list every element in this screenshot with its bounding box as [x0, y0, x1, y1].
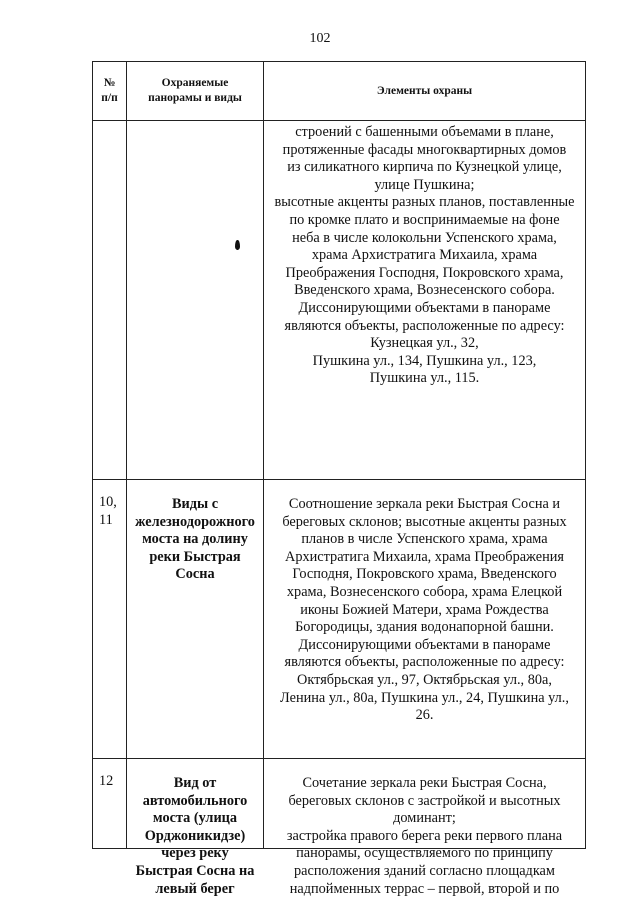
view-line: Орджоникидзе) [144, 827, 246, 844]
row-number: 10, [99, 494, 117, 510]
element-line: панорамы, осуществляемого по принципу [296, 845, 553, 862]
header-elements-line: Элементы охраны [376, 84, 473, 97]
header-number-line: № [103, 77, 116, 89]
page-number: 102 [309, 31, 331, 46]
header-views-line: панорамы и виды [148, 92, 242, 104]
view-line: моста на долину [142, 531, 248, 548]
element-line: Введенского храма, Вознесенского собора. [294, 282, 555, 299]
view-line: Сосна [175, 566, 215, 583]
element-line: Октябрьская ул., 97, Октябрьская ул., 80а, [297, 671, 552, 688]
element-line: улице Пушкина; [374, 176, 475, 193]
element-line: надпойменных террас – первой, второй и по [289, 880, 560, 897]
row-number-cell [93, 121, 127, 480]
element-line: Соотношение зеркала реки Быстрая Сосна и [288, 496, 561, 512]
element-line: неба в числе колокольни Успенского храма, [292, 229, 557, 246]
element-line: Пушкина ул., 134, Пушкина ул., 123, [312, 352, 537, 369]
table-row [93, 121, 586, 480]
row-elements-cell [264, 480, 586, 759]
element-line: планов в числе Успенского храма, храма [301, 531, 548, 548]
view-line: моста (улица [152, 810, 238, 827]
row-number-cell [93, 480, 127, 759]
element-line: протяженные фасады многоквартирных домов [282, 141, 567, 158]
element-line: Архистратига Михаила, храма Преображения [285, 548, 564, 565]
element-line: храма, Вознесенского собора, храма Елецкой [286, 583, 563, 600]
element-line: являются объекты, расположенные по адресу: [284, 317, 565, 334]
element-line: высотные акценты разных планов, поставленные [274, 194, 575, 211]
table-row [93, 480, 586, 759]
element-line: Господня, Покровского храма, Введенского [292, 566, 557, 583]
row-view-cell [127, 480, 264, 759]
header-elements [264, 62, 586, 121]
table-header-row [93, 62, 586, 121]
element-line: Пушкина ул., 115. [369, 370, 480, 387]
header-views-line: Охраняемые [161, 77, 229, 89]
element-line: из силикатного кирпича по Кузнецкой улице, [287, 159, 562, 176]
element-line: 26. [415, 707, 434, 724]
row-number: 12 [99, 773, 114, 789]
table-row [93, 759, 586, 849]
row-elements-cell [264, 759, 586, 897]
element-line: расположения зданий согласно площадкам [294, 862, 555, 879]
view-line: Виды с [171, 496, 219, 512]
element-line: доминант; [393, 810, 456, 827]
element-line: Сочетание зеркала реки Быстрая Сосна, [302, 775, 547, 791]
element-line: Диссонирующими объектами в панораме [298, 299, 551, 316]
element-line: Диссонирующими объектами в панораме [298, 636, 551, 653]
scan-speck-mark [235, 240, 240, 250]
view-line: Быстрая Сосна на [135, 862, 255, 879]
view-line: левый берег [155, 880, 235, 897]
view-line: реки Быстрая [149, 548, 241, 565]
element-line: застройка правого берега реки первого плана [286, 827, 563, 844]
row-number: 11 [99, 511, 113, 528]
protected-views-table [92, 61, 586, 897]
element-line: иконы Божией Матери, храма Рождества [300, 601, 549, 618]
header-number-line: п/п [101, 92, 118, 104]
element-line: храма Архистратига Михаила, храма [311, 247, 538, 264]
row-elements-cell [264, 121, 586, 480]
element-line: Преображения Господня, Покровского храма, [285, 264, 564, 281]
element-line: береговых склонов с застройкой и высотных [288, 792, 561, 809]
view-line: железнодорожного [135, 513, 255, 530]
view-line: Вид от [173, 775, 217, 791]
element-line: Ленина ул., 80а, Пушкина ул., 24, Пушкина ул., [280, 689, 569, 706]
element-line: береговых склонов; высотные акценты разных [282, 513, 567, 530]
element-line: строений с башенными объемами в плане, [295, 124, 554, 140]
element-line: являются объекты, расположенные по адресу: [284, 654, 565, 671]
view-line: через реку [161, 845, 229, 862]
header-views [127, 62, 264, 121]
row-view-cell [127, 759, 264, 897]
element-line: по кромке плато и воспринимаемые на фоне [289, 211, 560, 228]
view-line: автомобильного [142, 792, 248, 809]
element-line: Богородицы, здания водонапорной башни. [295, 619, 554, 636]
element-line: Кузнецкая ул., 32, [370, 335, 479, 352]
row-number-cell [93, 759, 127, 849]
header-number [93, 62, 127, 121]
row-view-cell [127, 121, 264, 480]
